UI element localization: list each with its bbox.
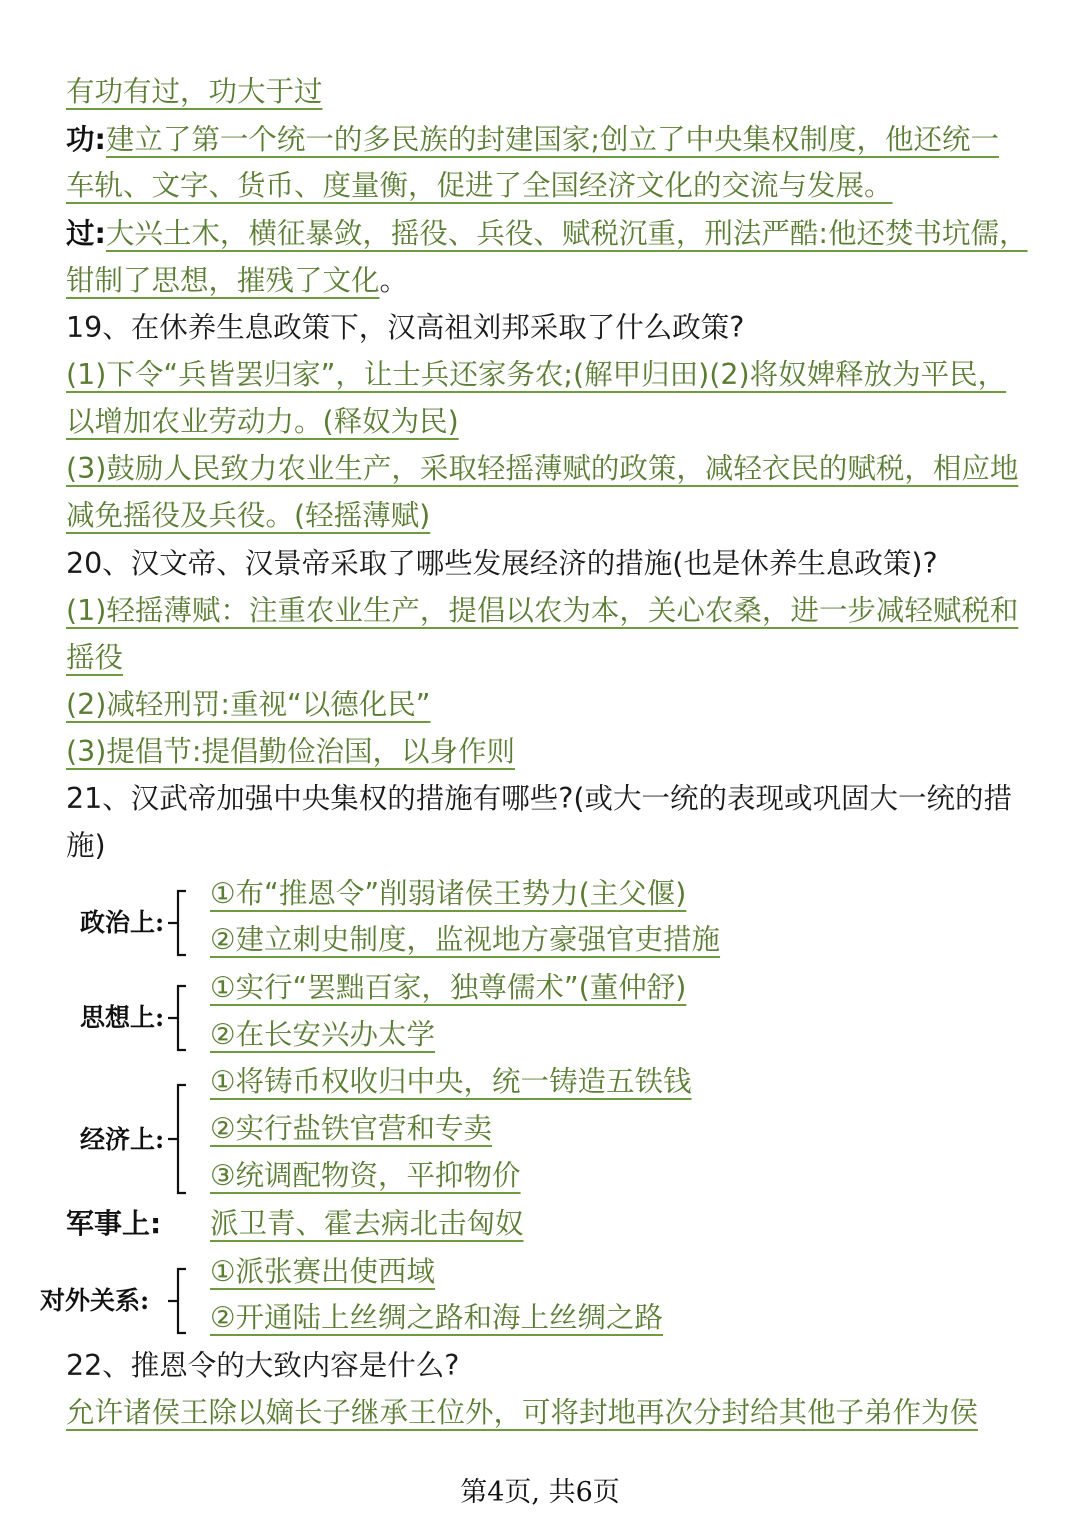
question-21-line-1: 21、汉武帝加强中央集权的措施有哪些?(或大一统的表现或巩固大一统的措: [66, 782, 1013, 815]
fault-line-1: [66, 214, 1028, 254]
answer-19-2: 以增加农业劳动力。(释奴为民): [66, 405, 459, 438]
economy-item-3: ③统调配物资，平抑物价: [210, 1159, 521, 1192]
merit-text-2: 车轨、文字、货币、度量衡，促进了全国经济文化的交流与发展。: [66, 169, 893, 202]
answer-20-4: (3)提倡节:提倡勤俭治国，以身作则: [66, 735, 515, 768]
answer-22: 允许诸侯王除以嫡长子继承王位外，可将封地再次分封给其他子弟作为侯: [66, 1396, 979, 1429]
question-22: 22、推恩令的大致内容是什么?: [66, 1349, 460, 1382]
answer-20-3: (2)减轻刑罚:重视“以德化民”: [66, 688, 431, 721]
question-19: 19、在休养生息政策下，汉高祖刘邦采取了什么政策?: [66, 311, 745, 344]
politics-item-1: ①布“推恩令”削弱诸侯王势力(主父偃): [210, 877, 687, 910]
foreign-brace: [164, 1266, 190, 1336]
economy-label: 经济上:: [80, 1125, 165, 1154]
merit-text-1: 建立了第一个统一的多民族的封建国家;创立了中央集权制度，他还统一: [105, 123, 1000, 156]
economy-brace: [164, 1082, 190, 1196]
military-label: 军事上:: [66, 1207, 162, 1240]
military-item-1: 派卫青、霍去病北击匈奴: [210, 1207, 524, 1240]
answer-19-4: 减免摇役及兵役。(轻摇薄赋): [66, 499, 431, 532]
fault-label: 过:: [66, 217, 106, 250]
answer-20-1: (1)轻摇薄赋：注重农业生产，提倡以农为本，关心农桑，进一步减轻赋税和: [66, 594, 1019, 627]
thought-brace: [164, 983, 190, 1053]
page-number: 第4页, 共6页: [460, 1477, 620, 1508]
fault-end: 。: [379, 264, 409, 297]
thought-item-1: ①实行“罢黜百家，独尊儒术”(董仲舒): [210, 971, 687, 1004]
answer-19-1: (1)下令“兵皆罢归家”，让士兵还家务农;(解甲归田)(2)将奴婢释放为平民，: [66, 358, 1007, 391]
fault-text-1: 大兴土木，横征暴敛，摇役、兵役、赋税沉重，刑法严酷:他还焚书坑儒，: [105, 217, 1028, 250]
merit-line-1: [66, 120, 999, 160]
economy-item-2: ②实行盐铁官营和专卖: [210, 1112, 493, 1145]
foreign-item-2: ②开通陆上丝绸之路和海上丝绸之路: [210, 1301, 664, 1334]
summary-line: 有功有过，功大于过: [66, 75, 323, 108]
economy-item-1: ①将铸币权收归中央，统一铸造五铁钱: [210, 1065, 692, 1098]
answer-20-2: 摇役: [66, 641, 124, 674]
politics-brace: [164, 888, 190, 958]
question-20: 20、汉文帝、汉景帝采取了哪些发展经济的措施(也是休养生息政策)?: [66, 547, 938, 580]
answer-19-3: (3)鼓励人民致力农业生产，采取轻摇薄赋的政策，减轻衣民的赋税，相应地: [66, 452, 1019, 485]
thought-item-2: ②在长安兴办太学: [210, 1018, 436, 1051]
foreign-label: 对外关系:: [40, 1286, 150, 1315]
politics-label: 政治上:: [80, 908, 165, 937]
merit-label: 功:: [66, 123, 106, 156]
fault-line-2: [66, 261, 408, 301]
foreign-item-1: ①派张赛出使西域: [210, 1255, 436, 1288]
fault-text-2: 钳制了思想，摧残了文化: [66, 264, 380, 297]
question-21-line-2: 施): [66, 829, 106, 862]
thought-label: 思想上:: [80, 1003, 165, 1032]
politics-item-2: ②建立刺史制度，监视地方豪强官吏措施: [210, 923, 721, 956]
